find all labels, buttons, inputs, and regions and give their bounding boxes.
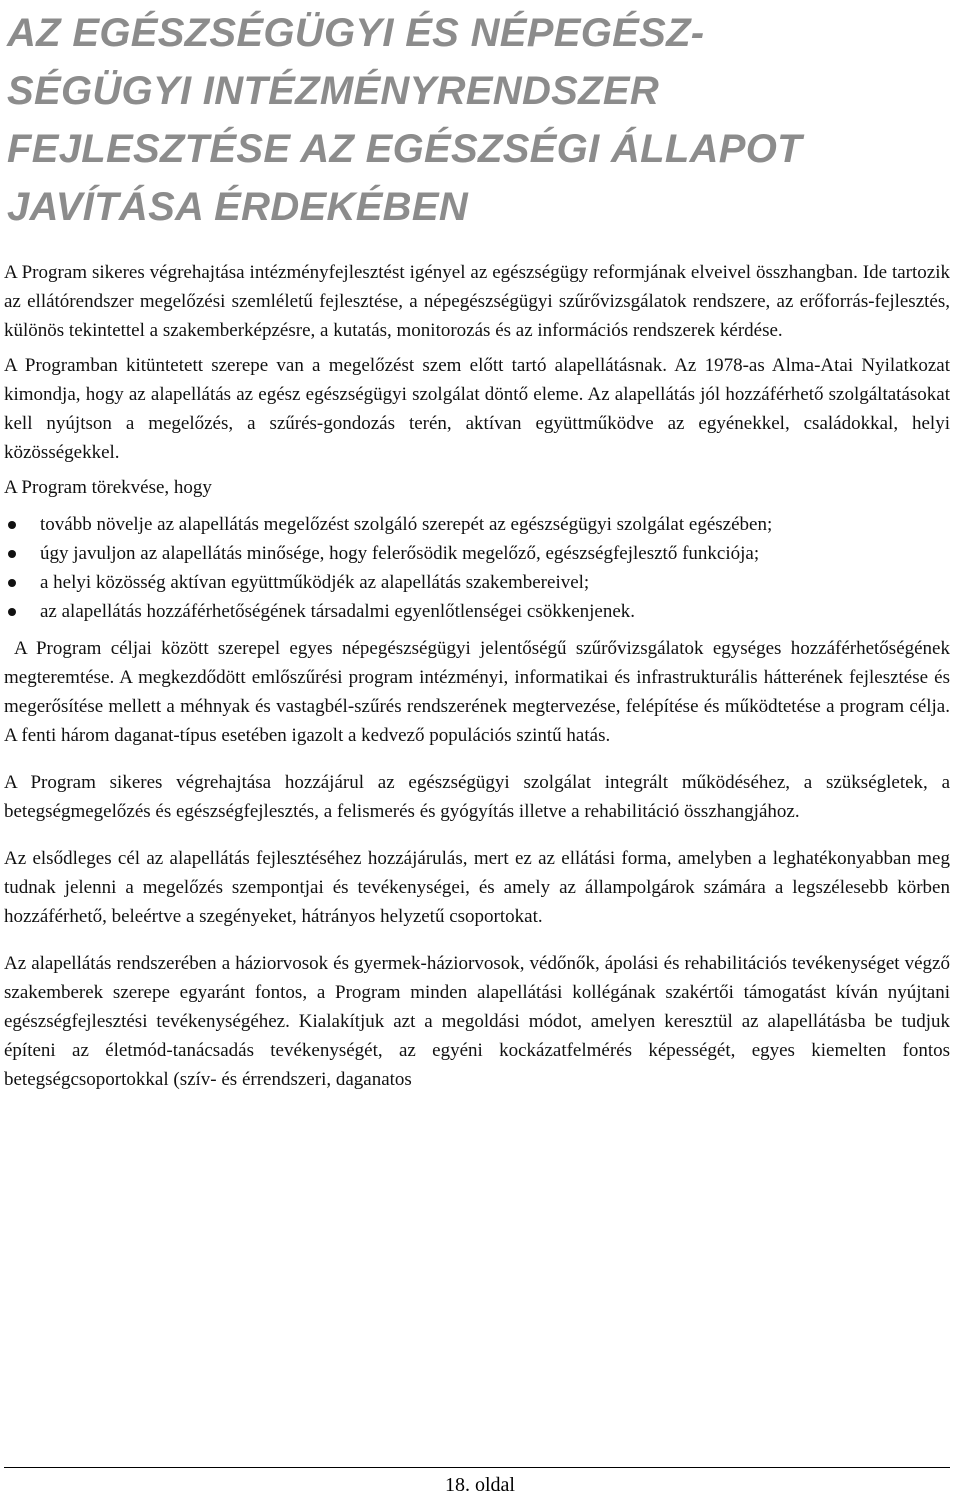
paragraph-torekves: A Program törekvése, hogy xyxy=(4,477,212,498)
list-item: a helyi közösség aktívan együttműködjék az alapellátás szakembereivel; xyxy=(4,568,950,597)
goal-list xyxy=(4,510,950,626)
page-number: 18. oldal xyxy=(445,1474,515,1496)
title-line: FEJLESZTÉSE AZ EGÉSZSÉGI ÁLLAPOT xyxy=(7,127,802,171)
paragraph-szuresek: A Program céljai között szerepel egyes népegészségügyi jelentőségű szűrővizsgálatok egységes hozzáférhetőségének megteremtése. A megkezdődött emlőszűrési program intézményi, informatikai és infrastrukturális hátterének fejlesztése és megerősítése mellett a méhnyak és vastagbél-szűrés rendszerének megtervezése, felépítése és működtetése a program célja. A fenti három daganat-típus esetében igazolt a kedvező populációs szintű hatás. xyxy=(4,638,950,746)
title-line: AZ EGÉSZSÉGÜGYI ÉS NÉPEGÉSZ- xyxy=(7,11,705,55)
paragraph-haziorvosok: Az alapellátás rendszerében a háziorvosok és gyermek-háziorvosok, védőnők, ápolási és rehabilitációs tevékenységet végző szakemberek szerepe egyaránt fontos, a Program minden alapellátási kollégának szakértői támogatást kíván nyújtani egészségfejlesztési tevékenységéhez. Kialakítjuk azt a megoldási módot, amelyen keresztül az alapellátásba be tudjuk építeni az életmód-tanácsadás tevékenységét, az egyéni kockázatfelmérés képességét, egyes kiemelten fontos betegségcsoportokkal (szív- és érrendszeri, daganatos xyxy=(4,953,950,1090)
bullet-icon xyxy=(8,608,16,616)
paragraph-intro: A Program sikeres végrehajtása intézményfejlesztést igényel az egészségügy reformjának elveivel összhangban. Ide tartozik az ellátórendszer megelőzési szemléletű fejlesztése, a népegészségügyi szűrővizsgálatok rendszere, az erőforrás-fejlesztés, különös tekintettel a szakemberképzésre, a kutatás, monitorozás és az információs rendszerek kérdése. xyxy=(4,262,950,341)
bullet-icon xyxy=(8,521,16,529)
footer-divider xyxy=(4,1467,950,1468)
list-item: úgy javuljon az alapellátás minősége, hogy felerősödik megelőző, egészségfejlesztő funkciója; xyxy=(4,539,950,568)
bullet-icon xyxy=(8,550,16,558)
page-title xyxy=(7,4,950,236)
list-item: tovább növelje az alapellátás megelőzést szolgáló szerepét az egészségügyi szolgálat egészében; xyxy=(4,510,950,539)
title-line: SÉGÜGYI INTÉZMÉNYRENDSZER xyxy=(7,69,660,113)
title-line: JAVÍTÁSA ÉRDEKÉBEN xyxy=(7,185,469,229)
paragraph-alapellatas: A Programban kitüntetett szerepe van a megelőzést szem előtt tartó alapellátásnak. Az 1978-as Alma-Atai Nyilatkozat kimondja, hogy az alapellátás az egész egészségügyi szolgálat döntő eleme. Az alapellátás jól hozzáférhető szolgáltatásokat kell nyújtson a megelőzés, a szűrés-gondozás terén, aktívan együttműködve az egyénekkel, családokkal, helyi közösségekkel. xyxy=(4,355,950,463)
bullet-icon xyxy=(8,579,16,587)
paragraph-integracio: A Program sikeres végrehajtása hozzájárul az egészségügyi szolgálat integrált működéséhez, a szükségletek, a betegségmegelőzés és egészségfejlesztés, a felismerés és gyógyítás illetve a rehabilitáció összhangjához. xyxy=(4,772,950,822)
paragraph-elsodleges-cel: Az elsődleges cél az alapellátás fejlesztéséhez hozzájárulás, mert ez az ellátási forma, amelyben a leghatékonyabban meg tudnak jelenni a megelőzés szempontjai és tevékenységei, és amely az állampolgárok számára a legszélesebb körben hozzáférhető, beleértve a szegényeket, hátrányos helyzetű csoportokat. xyxy=(4,848,950,927)
list-item: az alapellátás hozzáférhetőségének társadalmi egyenlőtlenségei csökkenjenek. xyxy=(4,597,950,626)
